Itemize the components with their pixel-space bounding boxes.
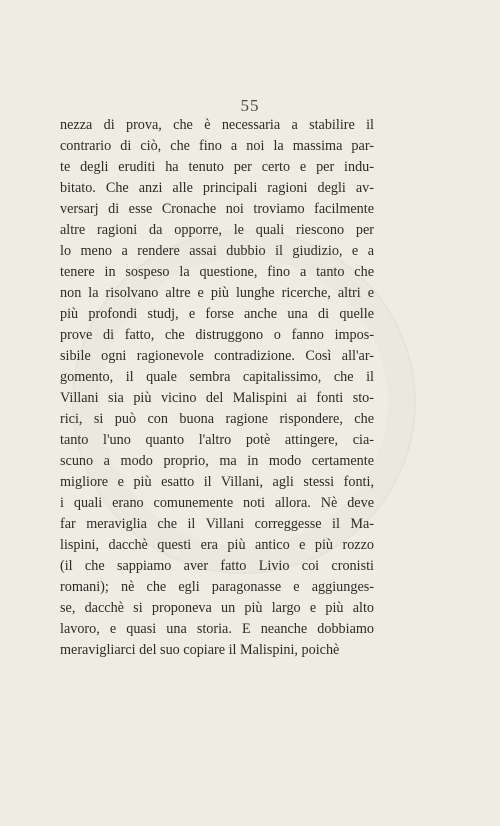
text-line: versarj di esse Cronache noi troviamo facilmente bbox=[60, 201, 374, 217]
text-line: tanto l'uno quanto l'altro potè attingere, cia- bbox=[60, 432, 374, 448]
text-line: i quali erano comunemente noti allora. Nè deve bbox=[60, 495, 374, 511]
text-line: (il che sappiamo aver fatto Livio coi cronisti bbox=[60, 558, 374, 574]
text-line: tenere in sospeso la questione, fino a tanto che bbox=[60, 264, 374, 280]
text-line: più profondi studj, e forse anche una di quelle bbox=[60, 306, 374, 322]
body-text bbox=[60, 115, 374, 661]
text-line: migliore e più esatto il Villani, agli stessi fonti, bbox=[60, 474, 374, 490]
text-line: contrario di ciò, che fino a noi la massima par- bbox=[60, 138, 374, 154]
text-line: lispini, dacchè questi era più antico e più rozzo bbox=[60, 537, 374, 553]
text-line: nezza di prova, che è necessaria a stabilire il bbox=[60, 117, 374, 133]
text-line: se, dacchè si proponeva un più largo e più alto bbox=[60, 600, 374, 616]
text-line: prove di fatto, che distruggono o fanno impos- bbox=[60, 327, 374, 343]
text-line: far meraviglia che il Villani correggesse il Ma- bbox=[60, 516, 374, 532]
text-line: Villani sia più vicino del Malispini ai fonti sto- bbox=[60, 390, 374, 406]
text-line: gomento, il quale sembra capitalissimo, che il bbox=[60, 369, 374, 385]
text-line: altre ragioni da opporre, le quali riescono per bbox=[60, 222, 374, 238]
text-line: sibile ogni ragionevole contradizione. Così all'ar- bbox=[60, 348, 374, 364]
text-line: te degli eruditi ha tenuto per certo e per indu- bbox=[60, 159, 374, 175]
text-line: romani); nè che egli paragonasse e aggiunges- bbox=[60, 579, 374, 595]
text-line: non la risolvano altre e più lunghe ricerche, altri e bbox=[60, 285, 374, 301]
text-line: bitato. Che anzi alle principali ragioni degli av- bbox=[60, 180, 374, 196]
text-line: meravigliarci del suo copiare il Malispini, poichè bbox=[60, 642, 340, 658]
text-line: scuno a modo proprio, ma in modo certamente bbox=[60, 453, 374, 469]
text-line: lavoro, e quasi una storia. E neanche dobbiamo bbox=[60, 621, 374, 637]
page-number: 55 bbox=[240, 96, 260, 115]
text-line: lo meno a rendere assai dubbio il giudizio, e a bbox=[60, 243, 374, 259]
text-line: rici, si può con buona ragione rispondere, che bbox=[60, 411, 374, 427]
